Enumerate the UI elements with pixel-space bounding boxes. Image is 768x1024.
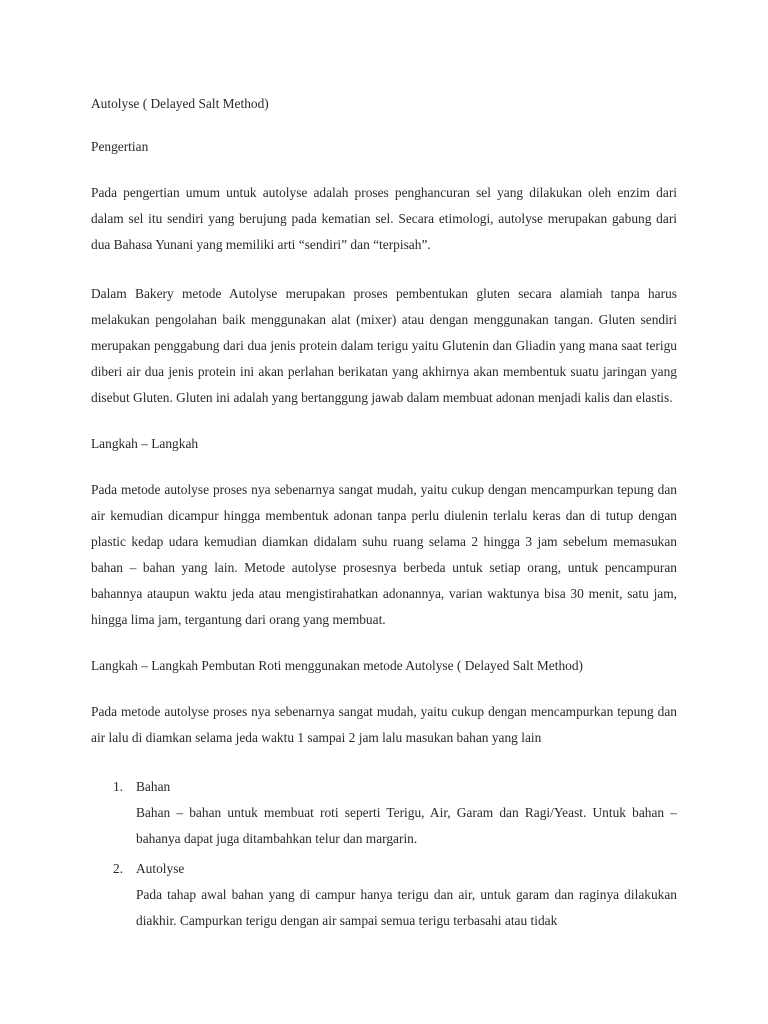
list-item-body: Pada tahap awal bahan yang di campur hanya terigu dan air, untuk garam dan raginya dilakukan diakhir. Campurkan terigu dengan air sampai semua terigu terbasahi atau tidak [136, 887, 677, 928]
paragraph-bakery-autolyse: Dalam Bakery metode Autolyse merupakan proses pembentukan gluten secara alamiah tanpa harus melakukan pengolahan baik menggunakan alat (mixer) atau dengan menggunakan tangan. Gluten sendiri merupakan penggabung dari dua jenis protein dalam terigu yaitu Glutenin dan Gliadin yang mana saat terigu diberi air dua jenis protein ini akan perlahan berikatan yang akhirnya akan membentuk suatu jaringan yang disebut Gluten. Gluten ini adalah yang bertanggung jawab dalam membuat adonan menjadi kalis dan elastis. [91, 286, 677, 405]
list-item-title: Bahan [136, 779, 171, 794]
list-item [91, 774, 677, 852]
list-item-body: Bahan – bahan untuk membuat roti seperti Terigu, Air, Garam dan Ragi/Yeast. Untuk bahan – bahanya dapat juga ditambahkan telur dan margarin. [136, 805, 677, 846]
paragraph-steps-intro: Pada metode autolyse proses nya sebenarnya sangat mudah, yaitu cukup dengan mencampurkan tepung dan air kemudian dicampur hingga membentuk adonan tanpa perlu diulenin terlalu keras dan di tutup dengan plastic kedap udara kemudian diamkan didalam suhu ruang selama 2 hingga 3 jam sebelum memasukan bahan – bahan yang lain. Metode autolyse prosesnya berbeda untuk setiap orang, untuk pencampuran bahannya ataupun waktu jeda atau mengistirahatkan adonannya, varian waktunya bisa 30 menit, satu jam, hingga lima jam, tergantung dari orang yang membuat. [91, 482, 677, 627]
paragraph-method-summary: Pada metode autolyse proses nya sebenarnya sangat mudah, yaitu cukup dengan mencampurkan tepung dan air lalu di diamkan selama jeda waktu 1 sampai 2 jam lalu masukan bahan yang lain [91, 704, 677, 745]
document-title: Autolyse ( Delayed Salt Method) [91, 96, 269, 111]
list-item-title: Autolyse [136, 861, 185, 876]
list-item [91, 856, 677, 934]
list-item-number: 2. [113, 861, 124, 876]
section-heading-pembuatan-roti: Langkah – Langkah Pembutan Roti menggunakan metode Autolyse ( Delayed Salt Method) [91, 658, 583, 673]
list-item-number: 1. [113, 779, 124, 794]
paragraph-definition: Pada pengertian umum untuk autolyse adalah proses penghancuran sel yang dilakukan oleh enzim dari dalam sel itu sendiri yang berujung pada kematian sel. Secara etimologi, autolyse merupakan gabung dari dua Bahasa Yunani yang memiliki arti “sendiri” dan “terpisah”. [91, 185, 677, 252]
steps-list [91, 774, 677, 934]
section-heading-pengertian: Pengertian [91, 139, 149, 154]
section-heading-langkah: Langkah – Langkah [91, 436, 199, 451]
